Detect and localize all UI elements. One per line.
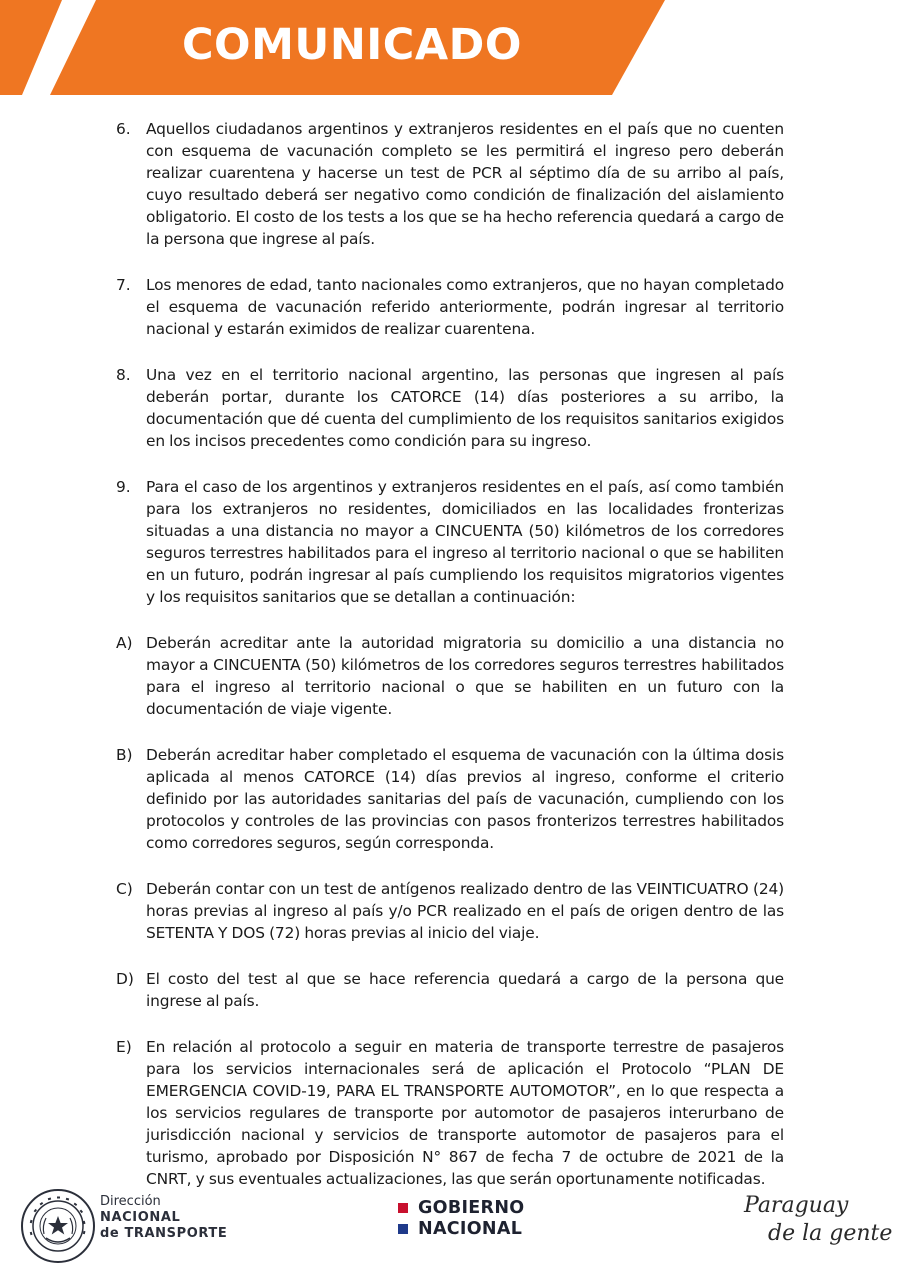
- document-body: [116, 118, 784, 1214]
- item-marker: 9.: [116, 478, 131, 496]
- item-marker: B): [116, 746, 133, 764]
- slogan-logo: [744, 1192, 894, 1248]
- item-text: El costo del test al que se hace referencia quedará a cargo de la persona que ingrese al país.: [146, 970, 784, 1010]
- slogan-line-2: de la gente: [768, 1221, 893, 1246]
- item-text: Deberán acreditar haber completado el esquema de vacunación con la última dosis aplicada al menos CATORCE (14) días previos al ingreso, conforme el criterio definido por las autoridades sanitarias del país de vacunación, cumpliendo con los protocolos y controles de las provincias con pasos fronterizos terrestres habilitados como corredores seguros, según corresponda.: [146, 746, 784, 852]
- gobierno-line-1: GOBIERNO: [418, 1198, 525, 1218]
- list-item: [116, 118, 784, 250]
- list-item: [116, 744, 784, 854]
- blue-square-icon: [398, 1224, 408, 1234]
- national-seal-logo: [20, 1188, 96, 1264]
- item-text: Deberán acreditar ante la autoridad migratoria su domicilio a una distancia no mayor a CINCUENTA (50) kilómetros de los corredores seguros terrestres habilitados para el ingreso al territorio nacional o que se habiliten en un futuro con la documentación de viaje vigente.: [146, 634, 784, 718]
- item-text: Los menores de edad, tanto nacionales como extranjeros, que no hayan completado el esquema de vacunación referido anteriormente, podrán ingresar al territorio nacional y estarán eximidos de realizar cuarentena.: [146, 276, 784, 338]
- item-text: Deberán contar con un test de antígenos realizado dentro de las VEINTICUATRO (24) horas previas al ingreso al país y/o PCR realizado en el país de origen dentro de las SETENTA Y DOS (72) horas previas al inicio del viaje.: [146, 880, 784, 942]
- list-item: [116, 968, 784, 1012]
- item-text: Para el caso de los argentinos y extranjeros residentes en el país, así como también para los extranjeros no residentes, domiciliados en las localidades fronterizas situadas a una distancia no mayor a CINCUENTA (50) kilómetros de los corredores seguros terrestres habilitados para el ingreso al territorio nacional o que se habiliten en un futuro, podrán ingresar al país cumpliendo los requisitos migratorios vigentes y los requisitos sanitarios que se detallan a continuación:: [146, 478, 784, 606]
- item-marker: 6.: [116, 120, 131, 138]
- page-title: COMUNICADO: [182, 20, 522, 70]
- footer: [0, 1180, 904, 1280]
- header-banner: [0, 0, 904, 95]
- dnt-logo: [100, 1194, 250, 1242]
- item-text: Aquellos ciudadanos argentinos y extranjeros residentes en el país que no cuenten con esquema de vacunación completo se les permitirá el ingreso pero deberán realizar cuarentena y hacerse un test de PCR al séptimo día de su arribo al país, cuyo resultado deberá ser negativo como condición de finalización del aislamiento obligatorio. El costo de los tests a los que se ha hecho referencia quedará a cargo de la persona que ingrese al país.: [146, 120, 784, 248]
- item-text: Una vez en el territorio nacional argentino, las personas que ingresen al país deberán portar, durante los CATORCE (14) días posteriores a su arribo, la documentación que dé cuenta del cumplimiento de los requisitos sanitarios exigidos en los incisos precedentes como condición para su ingreso.: [146, 366, 784, 450]
- dnt-line-3: de TRANSPORTE: [100, 1226, 228, 1241]
- red-square-icon: [398, 1203, 408, 1213]
- dnt-line-2: NACIONAL: [100, 1210, 181, 1225]
- gobierno-nacional-logo: [398, 1198, 548, 1240]
- list-item: [116, 476, 784, 608]
- dnt-line-1: Dirección: [100, 1194, 161, 1209]
- list-item: [116, 1036, 784, 1190]
- item-marker: E): [116, 1038, 132, 1056]
- slogan-line-1: Paraguay: [744, 1193, 849, 1218]
- list-item: [116, 364, 784, 452]
- item-marker: 8.: [116, 366, 131, 384]
- item-marker: C): [116, 880, 133, 898]
- item-text: En relación al protocolo a seguir en materia de transporte terrestre de pasajeros para los servicios internacionales será de aplicación el Protocolo “PLAN DE EMERGENCIA COVID-19, PARA EL TRANSPORTE AUTOMOTOR”, en lo que respecta a los servicios regulares de transporte por automotor de pasajeros interurbano de jurisdicción nacional y servicios de transporte automotor de pasajeros para el turismo, aprobado por Disposición N° 867 de fecha 7 de octubre de 2021 de la CNRT, y sus eventuales actualizaciones, las que serán oportunamente notificadas.: [146, 1038, 784, 1188]
- list-item: [116, 878, 784, 944]
- item-marker: A): [116, 634, 133, 652]
- list-item: [116, 632, 784, 720]
- item-marker: D): [116, 970, 134, 988]
- list-item: [116, 274, 784, 340]
- item-marker: 7.: [116, 276, 131, 294]
- gobierno-line-2: NACIONAL: [418, 1219, 523, 1239]
